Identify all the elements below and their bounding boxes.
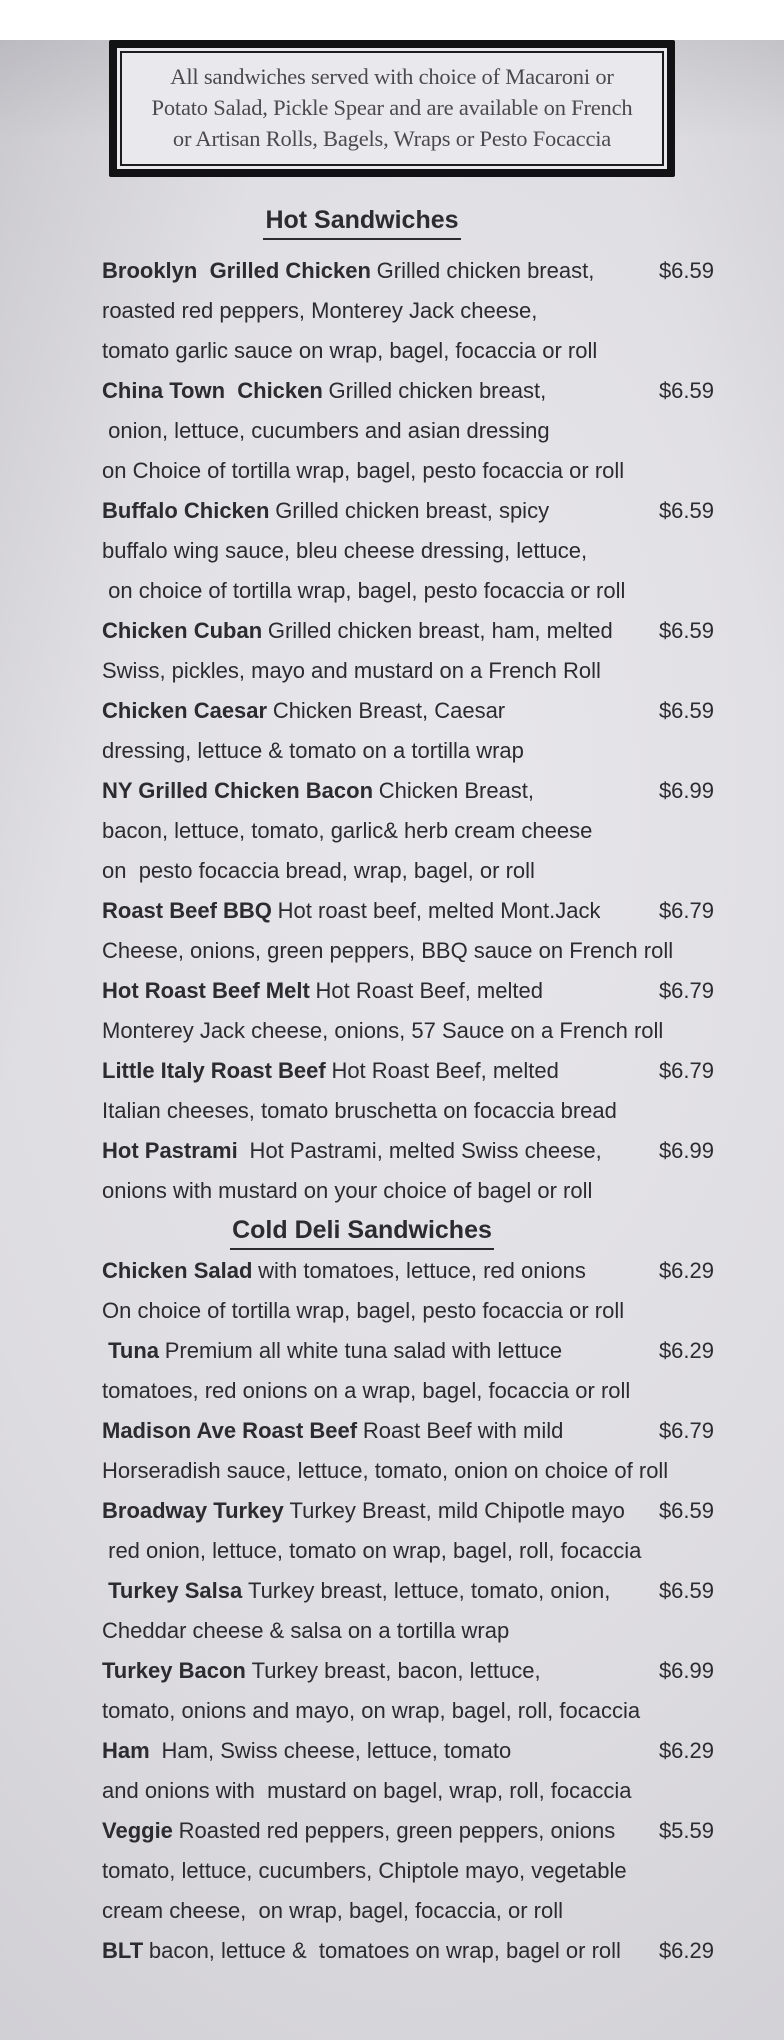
item-name: Tuna (102, 1338, 160, 1363)
menu-item-text (102, 1651, 541, 1691)
item-price: $6.59 (658, 498, 714, 523)
item-description-line: on pesto focaccia bread, wrap, bagel, or roll (102, 858, 535, 883)
item-description: Hot Roast Beef, melted (315, 978, 543, 1003)
menu-item (102, 1491, 714, 1571)
item-price: $6.99 (658, 1138, 714, 1163)
item-description-line: Horseradish sauce, lettuce, tomato, onion on choice of roll (102, 1458, 669, 1483)
item-description: with tomatoes, lettuce, red onions (258, 1258, 586, 1283)
item-description-line: dressing, lettuce & tomato on a tortilla wrap (102, 738, 524, 763)
item-name: Madison Ave Roast Beef (102, 1418, 358, 1443)
item-description: Hot Roast Beef, melted (331, 1058, 559, 1083)
menu-item-first-line (102, 1251, 714, 1291)
item-name: Little Italy Roast Beef (102, 1058, 326, 1083)
item-description: Hot roast beef, melted Mont.Jack (277, 898, 601, 923)
item-name: Chicken Cuban (102, 618, 263, 643)
menu-item-text (102, 611, 613, 651)
menu-item (102, 1411, 714, 1491)
item-name: Hot Pastrami (102, 1138, 238, 1163)
item-description: Premium all white tuna salad with lettuce (164, 1338, 563, 1363)
menu-item (102, 891, 714, 971)
menu-item (102, 371, 714, 491)
item-price: $6.59 (658, 378, 714, 403)
item-price: $5.59 (658, 1818, 714, 1843)
menu-item-text (102, 1251, 586, 1291)
item-description-line: Swiss, pickles, mayo and mustard on a French Roll (102, 658, 601, 683)
menu-item-first-line (102, 1051, 714, 1091)
item-description-line: cream cheese, on wrap, bagel, focaccia, or roll (102, 1898, 564, 1923)
menu-item-first-line (102, 251, 714, 291)
menu-item-text (102, 1131, 602, 1171)
item-name: Turkey Salsa (102, 1578, 243, 1603)
menu-item-text (102, 1571, 610, 1611)
item-price: $6.29 (658, 1738, 714, 1763)
notice-box-inner-frame (120, 51, 664, 166)
menu-item-text (102, 1491, 625, 1531)
menu-item-text (102, 1731, 511, 1771)
notice-text-line: All sandwiches served with choice of Macaroni or (170, 64, 614, 89)
item-description-line: Cheese, onions, green peppers, BBQ sauce on French roll (102, 938, 674, 963)
item-description: Roast Beef with mild (362, 1418, 564, 1443)
menu-item-text (102, 1051, 559, 1091)
item-description-line: and onions with mustard on bagel, wrap, roll, focaccia (102, 1778, 632, 1803)
item-price: $6.79 (658, 1058, 714, 1083)
menu-item-first-line (102, 1571, 714, 1611)
item-name: China Town Chicken (102, 378, 323, 403)
notice-text-line: Potato Salad, Pickle Spear and are available on French (151, 95, 633, 120)
menu-item-text (102, 491, 549, 531)
menu-item-first-line (102, 1131, 714, 1171)
item-name: Hot Roast Beef Melt (102, 978, 310, 1003)
item-description-line: onions with mustard on your choice of bagel or roll (102, 1178, 593, 1203)
menu-item (102, 1051, 714, 1131)
item-description-line: Monterey Jack cheese, onions, 57 Sauce on a French roll (102, 1018, 664, 1043)
item-name: Broadway Turkey (102, 1498, 284, 1523)
item-name: Turkey Bacon (102, 1658, 246, 1683)
menu-item-first-line (102, 611, 714, 651)
menu-item-text (102, 971, 543, 1011)
menu-item-first-line (102, 491, 714, 531)
item-description-line: buffalo wing sauce, bleu cheese dressing, lettuce, (102, 538, 588, 563)
item-price: $6.79 (658, 978, 714, 1003)
item-name: Chicken Salad (102, 1258, 253, 1283)
menu-item-first-line (102, 1491, 714, 1531)
section-title: Hot Sandwiches (263, 203, 460, 240)
item-description-line: Italian cheeses, tomato bruschetta on focaccia bread (102, 1098, 617, 1123)
item-description: Grilled chicken breast, spicy (275, 498, 550, 523)
item-description-line: tomatoes, red onions on a wrap, bagel, focaccia or roll (102, 1378, 631, 1403)
section-heading (102, 1211, 714, 1251)
item-description-line: tomato garlic sauce on wrap, bagel, focaccia or roll (102, 338, 598, 363)
section-title: Cold Deli Sandwiches (230, 1213, 494, 1250)
menu-item (102, 1811, 714, 1931)
menu-item (102, 1651, 714, 1731)
menu-item-text (102, 1811, 615, 1851)
menu-item-first-line (102, 891, 714, 931)
item-price: $6.29 (658, 1938, 714, 1963)
item-description-line: Cheddar cheese & salsa on a tortilla wrap (102, 1618, 510, 1643)
menu-item (102, 251, 714, 371)
menu-page (0, 40, 784, 2040)
item-description-line: roasted red peppers, Monterey Jack cheese, (102, 298, 538, 323)
menu-item-first-line (102, 691, 714, 731)
menu-item (102, 1731, 714, 1811)
item-description-line: On choice of tortilla wrap, bagel, pesto focaccia or roll (102, 1298, 625, 1323)
menu-item (102, 771, 714, 891)
notice-box (109, 40, 675, 177)
menu-item-first-line (102, 1811, 714, 1851)
item-name: Chicken Caesar (102, 698, 268, 723)
menu-item-first-line (102, 1331, 714, 1371)
item-description-line: tomato, lettuce, cucumbers, Chiptole mayo, vegetable (102, 1858, 627, 1883)
menu-item-text (102, 251, 594, 291)
item-name: Veggie (102, 1818, 173, 1843)
item-name: Buffalo Chicken (102, 498, 270, 523)
item-name: NY Grilled Chicken Bacon (102, 778, 374, 803)
item-description: Roasted red peppers, green peppers, onions (178, 1818, 616, 1843)
menu-item (102, 611, 714, 691)
menu-item-first-line (102, 1411, 714, 1451)
menu-list (0, 201, 784, 1971)
item-price: $6.79 (658, 1418, 714, 1443)
menu-item-first-line (102, 371, 714, 411)
item-description: Ham, Swiss cheese, lettuce, tomato (155, 1738, 512, 1763)
menu-item-text (102, 771, 534, 811)
item-price: $6.59 (658, 618, 714, 643)
menu-item-text (102, 371, 546, 411)
item-price: $6.59 (658, 1498, 714, 1523)
menu-item-first-line (102, 971, 714, 1011)
menu-item-text (102, 891, 600, 931)
item-description: Turkey breast, bacon, lettuce, (251, 1658, 541, 1683)
item-price: $6.79 (658, 898, 714, 923)
item-description-line: tomato, onions and mayo, on wrap, bagel, roll, focaccia (102, 1698, 641, 1723)
item-name: Roast Beef BBQ (102, 898, 272, 923)
item-price: $6.29 (658, 1258, 714, 1283)
menu-item (102, 491, 714, 611)
menu-item-text (102, 691, 505, 731)
item-description: bacon, lettuce & tomatoes on wrap, bagel or roll (148, 1938, 621, 1963)
notice-text-line: or Artisan Rolls, Bagels, Wraps or Pesto Focaccia (172, 126, 612, 151)
menu-item-first-line (102, 771, 714, 811)
menu-item-first-line (102, 1731, 714, 1771)
menu-item (102, 1251, 714, 1331)
item-description-line: onion, lettuce, cucumbers and asian dressing (102, 418, 550, 443)
menu-item (102, 1571, 714, 1651)
item-description-line: bacon, lettuce, tomato, garlic& herb cream cheese (102, 818, 593, 843)
menu-item-text (102, 1411, 563, 1451)
item-description-line: on choice of tortilla wrap, bagel, pesto focaccia or roll (102, 578, 626, 603)
menu-item-text (102, 1331, 562, 1371)
item-price: $6.59 (658, 1578, 714, 1603)
item-price: $6.59 (658, 258, 714, 283)
section-heading (102, 201, 714, 241)
menu-item-first-line (102, 1651, 714, 1691)
item-price: $6.99 (658, 778, 714, 803)
item-description: Grilled chicken breast, ham, melted (267, 618, 613, 643)
menu-item (102, 1931, 714, 1971)
item-name: Brooklyn Grilled Chicken (102, 258, 371, 283)
menu-item (102, 1131, 714, 1211)
item-name: Ham (102, 1738, 150, 1763)
item-description-line: red onion, lettuce, tomato on wrap, bagel, roll, focaccia (102, 1538, 642, 1563)
item-description-line: on Choice of tortilla wrap, bagel, pesto focaccia or roll (102, 458, 625, 483)
item-price: $6.99 (658, 1658, 714, 1683)
item-description: Turkey Breast, mild Chipotle mayo (289, 1498, 625, 1523)
menu-item-first-line (102, 1931, 714, 1971)
item-price: $6.59 (658, 698, 714, 723)
item-description: Hot Pastrami, melted Swiss cheese, (243, 1138, 602, 1163)
item-description: Turkey breast, lettuce, tomato, onion, (247, 1578, 611, 1603)
menu-item (102, 691, 714, 771)
item-description: Grilled chicken breast, (328, 378, 547, 403)
menu-item (102, 1331, 714, 1411)
item-name: BLT (102, 1938, 144, 1963)
item-description: Chicken Breast, (378, 778, 535, 803)
item-description: Grilled chicken breast, (376, 258, 595, 283)
menu-item-text (102, 1931, 621, 1971)
menu-item (102, 971, 714, 1051)
item-description: Chicken Breast, Caesar (272, 698, 506, 723)
item-price: $6.29 (658, 1338, 714, 1363)
